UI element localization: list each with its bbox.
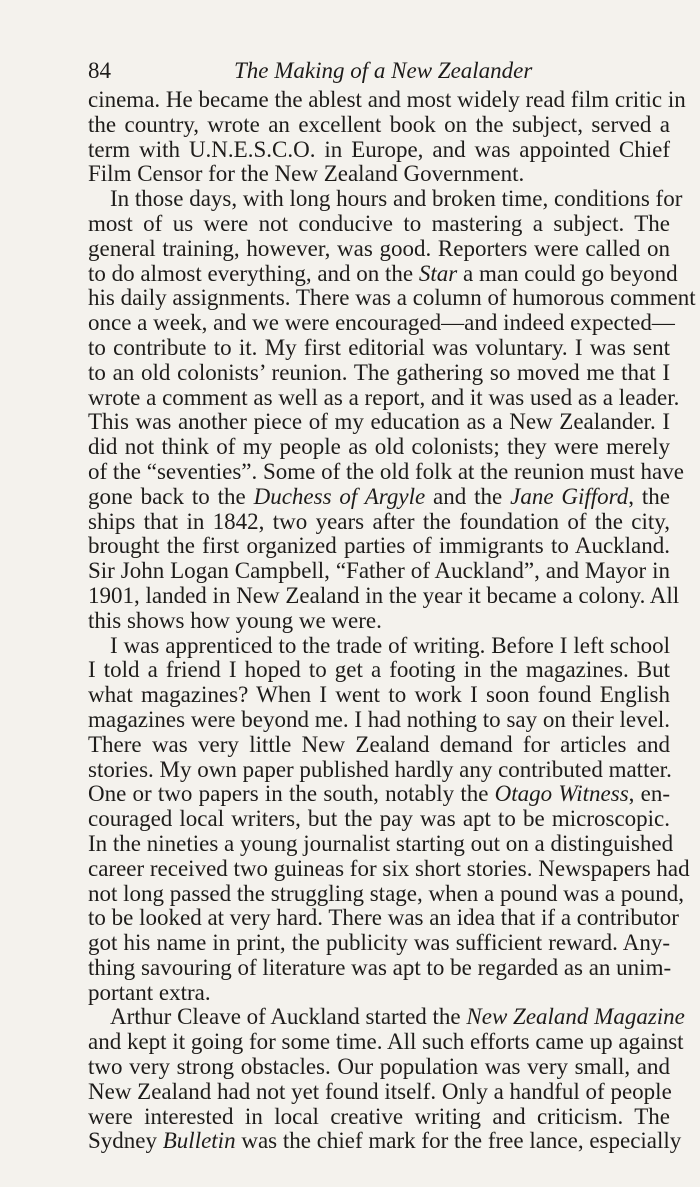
text-segment: was the chief mark for the free lance, especially: [235, 1128, 682, 1154]
text-segment: were interested in local creative writing and criticism. The: [88, 1103, 670, 1129]
text-segment: and the: [425, 483, 511, 509]
text-segment: career received two guineas for six short stories. Newspapers had: [88, 855, 690, 881]
text-line: [88, 905, 679, 931]
text-segment: New Zealand had not yet found itself. Only a handful of people: [88, 1078, 672, 1104]
paragraph: [88, 87, 686, 187]
text-segment: magazines were beyond me. I had nothing to say on their level.: [88, 706, 670, 732]
paragraph: [88, 186, 696, 633]
text-segment: his daily assignments. There was a column of humorous comment: [88, 285, 696, 311]
text-line: [88, 609, 670, 634]
text-line: [88, 162, 670, 187]
text-line: [88, 830, 674, 857]
text-line: [88, 582, 680, 609]
text-segment: Sir John Logan Campbell, “Father of Auckland”, and Mayor in: [88, 558, 670, 584]
text-line: [88, 384, 680, 411]
text-line: [88, 634, 670, 659]
text-segment: once a week, and we were encouraged—and indeed expected—: [88, 310, 675, 336]
italic-text: Star: [418, 260, 458, 286]
paragraph: [88, 1004, 685, 1154]
text-line: [88, 435, 670, 460]
text-segment: In those days, with long hours and broken time, conditions for: [110, 186, 683, 212]
text-line: [88, 87, 686, 113]
text-line: [88, 1004, 685, 1030]
text-segment: portant extra.: [88, 979, 211, 1005]
text-line: [88, 855, 690, 882]
text-line: [88, 782, 670, 807]
text-line: [88, 1055, 670, 1080]
text-line: [88, 708, 670, 733]
text-segment: In the nineties a young journalist starting out on a distinguished: [88, 830, 674, 856]
text-segment: a man could go beyond: [457, 260, 678, 286]
text-line: [88, 931, 670, 956]
text-segment: This was another piece of my education as a New Zealander. I: [88, 409, 670, 435]
paragraph: [88, 632, 690, 1006]
text-line: [88, 956, 670, 981]
text-line: [88, 733, 670, 758]
text-segment: to contribute to it. My first editorial was voluntary. I was sent: [88, 334, 670, 360]
text-segment: brought the first organized parties of immigrants to Auckland.: [88, 533, 670, 559]
text-segment: One or two papers in the south, notably the: [88, 781, 495, 807]
text-segment: 1901, landed in New Zealand in the year it became a colony. All: [88, 582, 680, 608]
text-segment: of the “seventies”. Some of the old folk at the reunion must have: [88, 458, 684, 484]
text-segment: Film Censor for the New Zealand Government.: [88, 161, 525, 187]
text-line: [88, 138, 670, 163]
text-segment: most of us were not conducive to mastering a subject. The: [88, 210, 670, 236]
text-line: [88, 758, 670, 783]
text-segment: to do almost everything, and on the: [88, 260, 419, 286]
text-line: [88, 237, 670, 262]
text-line: [88, 880, 684, 907]
text-segment: ships that in 1842, two years after the foundation of the city,: [88, 508, 670, 534]
text-segment: gone back to the: [88, 483, 254, 509]
text-line: [88, 260, 678, 287]
running-head: [88, 56, 533, 86]
text-segment: what magazines? When I went to work I soon found English: [88, 682, 670, 708]
text-line: [88, 113, 670, 138]
text-segment: Sydney: [88, 1128, 163, 1154]
book-title: The Making of a New Zealander: [234, 58, 533, 83]
text-line: [88, 534, 670, 559]
text-line: [88, 186, 683, 212]
text-segment: and kept it going for some time. All such efforts came up against: [88, 1029, 684, 1055]
text-segment: There was very little New Zealand demand for articles and: [88, 731, 670, 757]
text-line: [88, 310, 675, 336]
text-line: [88, 410, 670, 435]
text-segment: I told a friend I hoped to get a footing in the magazines. But: [88, 657, 670, 683]
italic-text: Bulletin: [162, 1128, 236, 1154]
italic-text: Otago Witness: [494, 781, 629, 807]
text-line: [88, 458, 684, 485]
text-segment: Arthur Cleave of Auckland started the: [110, 1004, 467, 1030]
text-line: [88, 510, 670, 535]
text-line: [88, 336, 670, 361]
text-segment: two very strong obstacles. Our population was very small, and: [88, 1054, 670, 1080]
text-segment: I was apprenticed to the trade of writing. Before I left school: [110, 632, 670, 658]
italic-text: Jane Gifford: [510, 483, 629, 509]
text-segment: the country, wrote an excellent book on the subject, served a: [88, 111, 670, 137]
text-segment: did not think of my people as old colonists; they were merely: [88, 434, 670, 460]
text-line: [88, 1080, 670, 1105]
body-text: [88, 87, 696, 1154]
text-segment: , the: [628, 483, 670, 509]
text-segment: stories. My own paper published hardly any contributed matter.: [88, 756, 672, 782]
text-line: [88, 212, 670, 237]
text-segment: wrote a comment as well as a report, and it was used as a leader.: [88, 384, 680, 410]
text-segment: got his name in print, the publicity was sufficient reward. Any-: [88, 930, 670, 956]
text-segment: this shows how young we were.: [88, 607, 382, 633]
text-line: [88, 1128, 682, 1154]
text-line: [88, 981, 670, 1006]
text-segment: thing savouring of literature was apt to be regarded as an unim-: [88, 954, 672, 980]
text-line: [88, 285, 696, 311]
text-line: [88, 1105, 670, 1130]
text-segment: to an old colonists’ reunion. The gathering so moved me that I: [88, 359, 670, 385]
page-number: 84: [88, 58, 111, 83]
text-line: [88, 485, 670, 510]
text-line: [88, 559, 670, 584]
text-segment: not long passed the struggling stage, when a pound was a pound,: [88, 880, 684, 906]
text-segment: couraged local writers, but the pay was apt to be microscopic.: [88, 806, 670, 832]
text-line: [88, 1029, 684, 1055]
text-line: [88, 361, 670, 386]
text-segment: general training, however, was good. Reporters were called on: [88, 235, 670, 261]
text-line: [88, 683, 670, 708]
text-segment: cinema. He became the ablest and most widely read film critic in: [88, 87, 686, 112]
italic-text: New Zealand Magazine: [466, 1004, 685, 1030]
text-segment: , en-: [628, 781, 671, 807]
italic-text: Duchess of Argyle: [253, 483, 426, 509]
text-line: [88, 658, 670, 683]
text-segment: term with U.N.E.S.C.O. in Europe, and was appointed Chief: [88, 136, 670, 162]
text-segment: to be looked at very hard. There was an idea that if a contributor: [88, 905, 679, 931]
text-line: [88, 807, 670, 832]
